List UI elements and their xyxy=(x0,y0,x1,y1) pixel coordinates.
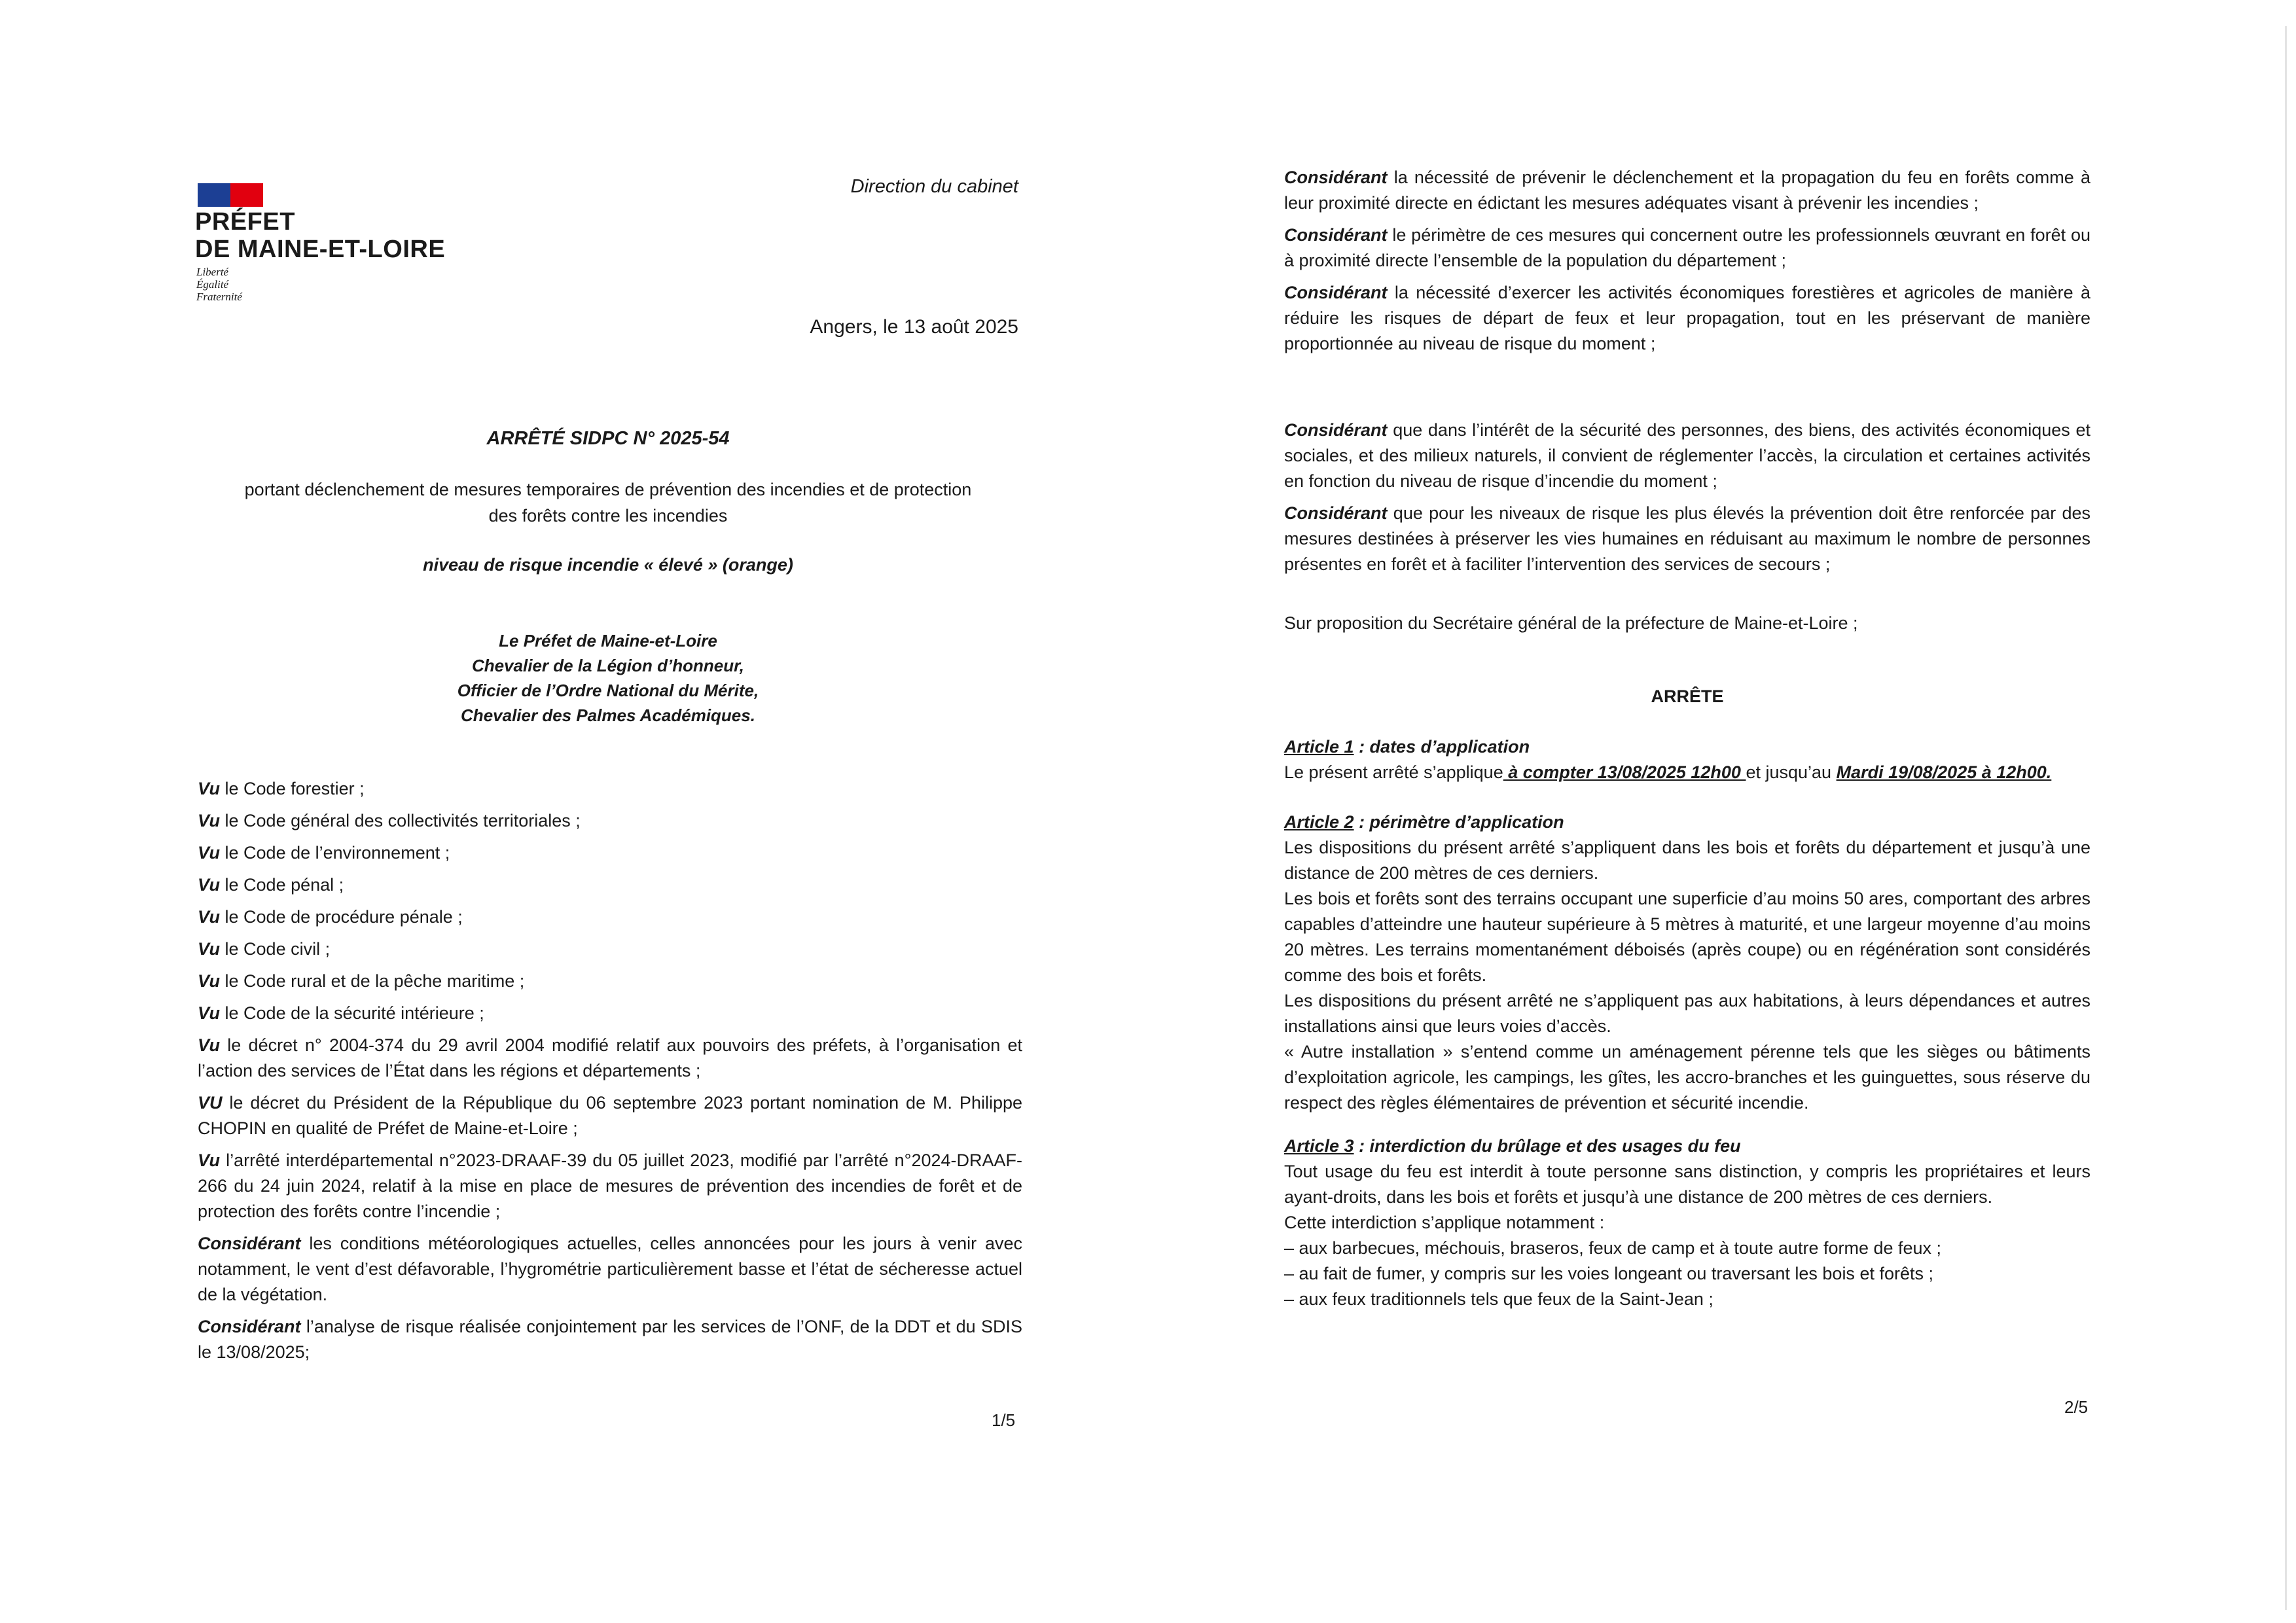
prefet-title-line: Chevalier de la Légion d’honneur, xyxy=(471,656,745,675)
motto-fraternite: Fraternité xyxy=(196,291,242,303)
prefet-title-line: Le Préfet de Maine-et-Loire xyxy=(499,631,717,651)
article-3-paragraph: Cette interdiction s’applique notamment : xyxy=(1284,1213,1605,1232)
article-2-paragraph: Les bois et forêts sont des terrains occupant une superficie d’au moins 50 ares, comportant des arbres capables d’atteindre une hauteur supérieure à 5 mètres à maturité, et une largeur moyenne d’au moins 20 mètres. Les terrains momentanément déboisés (après coupe) ou en régénération sont considérés comme des bois et forêts. xyxy=(1284,889,2090,985)
article-3-paragraph: Tout usage du feu est interdit à toute personne sans distinction, y compris les propriétaires et leurs ayant-droits, dans les bois et forêts et jusqu’à une distance de 200 mètres de ces derniers. xyxy=(1284,1162,2090,1207)
arrete-subject-line2: des forêts contre les incendies xyxy=(488,506,728,526)
visa-item: Vu le Code de la sécurité intérieure ; xyxy=(198,1003,484,1023)
article-1 xyxy=(1284,734,2090,785)
page-number: 1/5 xyxy=(992,1410,1016,1430)
prefecture-name xyxy=(195,208,445,263)
article-2-paragraph: Les dispositions du présent arrêté ne s’appliquent pas aux habitations, à leurs dépendances et autres installations ainsi que leurs voies d’accès. xyxy=(1284,991,2090,1036)
proposition: Sur proposition du Secrétaire général de la préfecture de Maine-et-Loire ; xyxy=(1284,613,1858,633)
prefet-title-line: Chevalier des Palmes Académiques. xyxy=(461,705,755,725)
article-3-title: Article 3 : interdiction du brûlage et des usages du feu xyxy=(1284,1136,1741,1156)
visa-item: Vu le Code de procédure pénale ; xyxy=(198,907,463,927)
considerants-block-a xyxy=(1284,165,2090,363)
article-3-list-item: – aux feux traditionnels tels que feux de la Saint-Jean ; xyxy=(1284,1289,1713,1309)
marianne-logo xyxy=(198,183,263,207)
marianne-flag-red xyxy=(230,183,263,207)
article-3 xyxy=(1284,1133,2090,1312)
republic-motto xyxy=(196,266,242,303)
considerant-item: Considérant les conditions météorologiques actuelles, celles annoncées pour les jours à venir avec notamment, le vent d’est défavorable, l’hygrométrie particulièrement basse et l’état de sécheresse actuel de la végétation. xyxy=(198,1234,1022,1304)
visa-item: Vu le Code général des collectivités territoriales ; xyxy=(198,811,581,830)
article-1-text: Le présent arrêté s’applique à compter 13/08/2025 12h00 et jusqu’au Mardi 19/08/2025 à 12h00. xyxy=(1284,762,2052,782)
article-2-paragraph: « Autre installation » s’entend comme un aménagement pérenne tels que les sièges ou bâtiments d’exploitation agricole, les campings, les gîtes, les accro-branches et les guinguettes, sous réserve du respect des règles élémentaires de prévention et sécurité incendie. xyxy=(1284,1042,2090,1113)
article-2 xyxy=(1284,810,2090,1116)
arrete-title: ARRÊTÉ SIDPC N° 2025-54 xyxy=(486,428,730,449)
prefet-titles xyxy=(198,628,1018,728)
considerant-item: Considérant la nécessité de prévenir le déclenchement et la propagation du feu en forêts comme à leur proximité directe en édictant les mesures adéquates visant à prévenir les incendies ; xyxy=(1284,168,2090,213)
page-number: 2/5 xyxy=(2064,1397,2089,1417)
visa-item: Vu le décret n° 2004-374 du 29 avril 2004 modifié relatif aux pouvoirs des préfets, à l’organisation et l’action des services de l’État dans les régions et départements ; xyxy=(198,1035,1022,1080)
arrete-heading: ARRÊTE xyxy=(1651,687,1724,706)
considerant-item: Considérant la nécessité d’exercer les activités économiques forestières et agricoles de manière à réduire les risques de départ de feux et leur propagation, tout en les préservant de manière proportionnée au niveau de risque du moment ; xyxy=(1284,283,2090,353)
place-date: Angers, le 13 août 2025 xyxy=(810,316,1018,338)
service-name: Direction du cabinet xyxy=(850,176,1018,197)
page-edge-line xyxy=(2285,26,2287,1610)
considerant-item: Considérant que dans l’intérêt de la sécurité des personnes, des biens, des activités économiques et sociales, et des milieux naturels, il convient de réglementer l’accès, la circulation et certaines activités en fonction du niveau de risque d’incendie du moment ; xyxy=(1284,420,2090,491)
marianne-flag-blue xyxy=(198,183,230,207)
motto-egalite: Égalité xyxy=(196,278,229,291)
visa-item: Vu le Code rural et de la pêche maritime ; xyxy=(198,971,525,991)
motto-liberte: Liberté xyxy=(196,266,229,278)
visa-item: Vu le Code forestier ; xyxy=(198,779,365,798)
visa-item: Vu le Code pénal ; xyxy=(198,875,344,895)
prefecture-name-line1: PRÉFET xyxy=(195,208,295,236)
prefecture-name-line2: DE MAINE-ET-LOIRE xyxy=(195,236,446,263)
article-2-title: Article 2 : périmètre d’application xyxy=(1284,812,1564,832)
arrete-subject-line1: portant déclenchement de mesures temporaires de prévention des incendies et de protection xyxy=(244,480,972,499)
visa-item: Vu l’arrêté interdépartemental n°2023-DRAAF-39 du 05 juillet 2023, modifié par l’arrêté n°2024-DRAAF-266 du 24 juin 2024, relatif à la mise en place de mesures de prévention des incendies de forêt et de protection des forêts contre l’incendie ; xyxy=(198,1150,1022,1221)
article-2-paragraph: Les dispositions du présent arrêté s’appliquent dans les bois et forêts du département et jusqu’à une distance de 200 mètres de ces derniers. xyxy=(1284,838,2090,883)
considerant-item: Considérant que pour les niveaux de risque les plus élevés la prévention doit être renforcée par des mesures destinées à préserver les vies humaines en réduisant au maximum le nombre de personnes présentes en forêt et à faciliter l’intervention des services de secours ; xyxy=(1284,503,2090,574)
article-1-title: Article 1 : dates d’application xyxy=(1284,737,1530,757)
risk-level: niveau de risque incendie « élevé » (orange) xyxy=(423,555,793,575)
considerant-item: Considérant le périmètre de ces mesures qui concernent outre les professionnels œuvrant en forêt ou à proximité directe l’ensemble de la population du département ; xyxy=(1284,225,2090,270)
visa-item: Vu le Code de l’environnement ; xyxy=(198,843,450,863)
considerants-block-b xyxy=(1284,418,2090,584)
considerant-item: Considérant l’analyse de risque réalisée conjointement par les services de l’ONF, de la DDT et du SDIS le 13/08/2025; xyxy=(198,1317,1022,1362)
visa-item: VU le décret du Président de la République du 06 septembre 2023 portant nomination de M. Philippe CHOPIN en qualité de Préfet de Maine-et-Loire ; xyxy=(198,1093,1022,1138)
visas-list xyxy=(198,776,1022,1372)
visa-item: Vu le Code civil ; xyxy=(198,939,331,959)
prefet-title-line: Officier de l’Ordre National du Mérite, xyxy=(457,681,759,700)
article-3-list-item: – au fait de fumer, y compris sur les voies longeant ou traversant les bois et forêts ; xyxy=(1284,1264,1933,1283)
article-3-list-item: – aux barbecues, méchouis, braseros, feux de camp et à toute autre forme de feux ; xyxy=(1284,1238,1942,1258)
